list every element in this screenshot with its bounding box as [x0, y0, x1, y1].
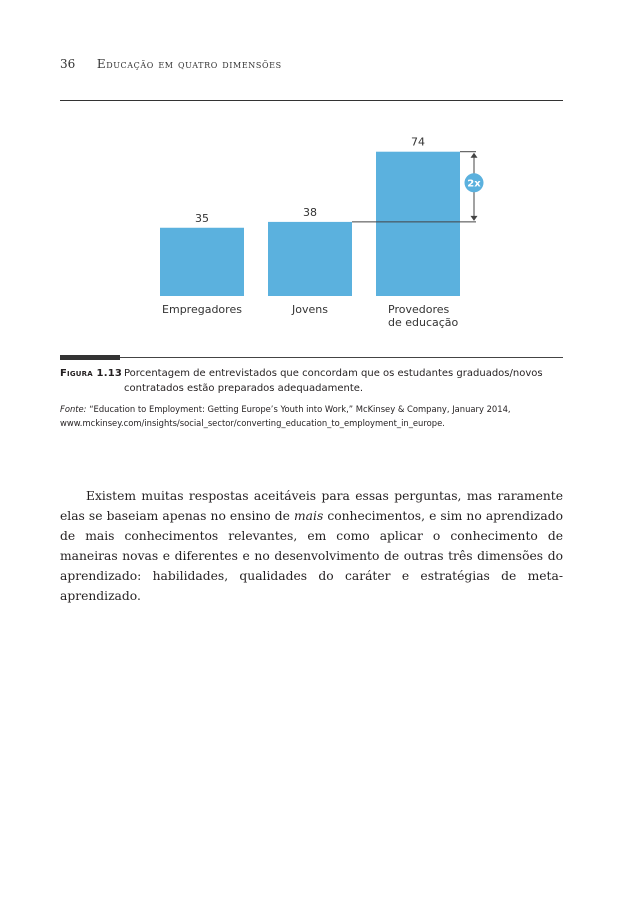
category-label-3-2: de educação [388, 316, 459, 329]
figure-rule [60, 357, 563, 358]
arrow-head-up [471, 153, 478, 158]
header-rule [60, 100, 563, 101]
caption-text: Porcentagem de entrevistados que concordam que os estudantes graduados/novos contratados estão preparados adequadamente. [124, 368, 543, 394]
figure-label: Figura 1.13 [60, 368, 123, 379]
bar-2 [268, 222, 352, 296]
data-label-2: 38 [303, 205, 317, 219]
category-label-2: Jovens [292, 303, 328, 316]
category-label-3: Provedores [388, 303, 450, 316]
data-label-1: 35 [195, 211, 209, 225]
data-label-3: 74 [411, 135, 425, 149]
figure-source [60, 402, 563, 430]
body-paragraph [60, 486, 563, 606]
source-label: Fonte: [60, 404, 87, 414]
figure-caption [60, 366, 563, 396]
annotation-label: 2x [467, 178, 481, 190]
running-header [60, 57, 563, 71]
category-label-1: Empregadores [162, 303, 242, 316]
bar-3 [376, 152, 460, 296]
body-text-2: conhecimentos, e sim no aprendizado de mais conhecimentos relevantes, em como aplicar o conhecimento de maneiras novas e diferentes e no desenvolvimento de outras três dimensões do aprendizado: habilidades, qualidades do caráter e estratégias de meta-aprendizado. [60, 509, 563, 603]
arrow-head-down [471, 216, 478, 221]
bar-1 [160, 228, 244, 296]
body-emphasis: mais [294, 509, 324, 523]
figure-rule-accent [60, 355, 120, 360]
bar-chart [60, 110, 563, 345]
running-title: Educação em quatro dimensões [96, 57, 282, 71]
source-text: “Education to Employment: Getting Europe’s Youth into Work,” McKinsey & Company, January 2014, www.mckinsey.com/insights/social_sector/converting_education_to_employment_in_europe. [60, 404, 511, 428]
body-text-1: Existem muitas respostas aceitáveis para essas perguntas, mas raramente elas se baseiam apenas no ensino de [60, 489, 563, 523]
page-number: 36 [60, 57, 76, 71]
